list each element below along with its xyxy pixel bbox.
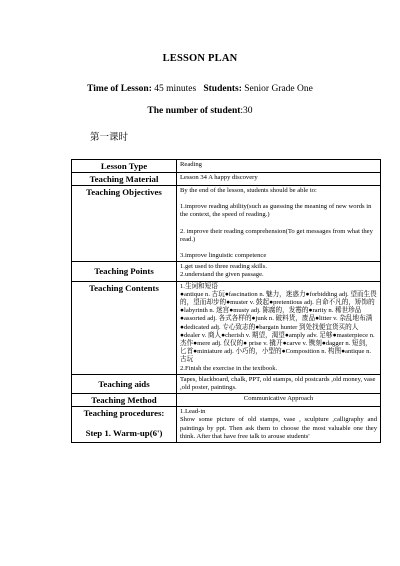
- teaching-aids-value: Tapes, blackboard, chalk, PPT, old stamps, old postcards ,old money, vase ,old poster, paintings.: [177, 374, 381, 393]
- student-count-line: [0, 106, 400, 116]
- objective-1: 1.improve reading ability(such as guessing the meaning of new words in the context, the speed of reading.): [180, 203, 372, 219]
- contents-heading: 1.生词和短语: [180, 282, 218, 290]
- lesson-number: 第一课时: [90, 132, 129, 143]
- procedures-leadin: 1.Lead-in: [180, 408, 206, 416]
- teaching-aids-label: Teaching aids: [72, 374, 177, 393]
- row-teaching-objectives: [72, 186, 381, 262]
- teaching-material-label: Teaching Material: [72, 173, 177, 186]
- procedures-text: Show some picture of old stamps, vase , sculpture ,calligraphy and paintings by ppt. Then ask them to choose the most valuable one they think. After that have free talk to arouse students': [180, 416, 377, 440]
- teaching-objectives-label: Teaching Objectives: [72, 186, 177, 262]
- students-label: Students:: [203, 84, 242, 94]
- lesson-type-value: Reading: [177, 160, 381, 173]
- time-value: 45 minutes: [154, 84, 197, 94]
- procedures-step-1: Step 1. Warm-up(6'): [85, 428, 163, 439]
- students-value: Senior Grade One: [244, 84, 313, 94]
- row-teaching-contents: [72, 281, 381, 374]
- vocabulary-list: ●antique n. 古玩●fascination n. 魅力，迷惑力●forbidding adj. 望而生畏的，望而却步的●muster v. 鼓起●pretentious adj. 自命不凡的，矫饰的●labyrinth n. 迷宫●musty adj. 陈腐的，发霉的●rarity n. 稀世珍品●assorted adj. 各式各样的●junk n. 破料货，废品●litter v. 杂乱地布满●dedicated adj. 专心致志的●bargain hunter 到处找便宜货买的人●dealer v. 商人●cherish v. 期望，渴望●amply adv. 足够●masterpiece n. 杰作●mere adj. 仅仅的● prise v. 撬开●carve v. 镌刻●dagger n. 短剑，匕首●miniature adj. 小巧的，小型的●Composition n. 构图●antique n. 古玩: [180, 290, 377, 364]
- procedures-heading: Teaching procedures:: [83, 408, 165, 419]
- teaching-point-1: 1.get used to three reading skills.: [180, 263, 267, 271]
- teaching-method-value: Communicative Approach: [177, 394, 381, 407]
- objectives-intro: By the end of the lesson, students should be able to:: [180, 187, 317, 194]
- teaching-points-value: [177, 262, 381, 281]
- row-teaching-method: [72, 394, 381, 407]
- teaching-procedures-label: [72, 407, 177, 443]
- teaching-contents-label: Teaching Contents: [72, 281, 177, 374]
- teaching-point-2: 2.understand the given passage.: [180, 271, 264, 279]
- teaching-contents-value: [177, 281, 381, 374]
- row-teaching-points: [72, 262, 381, 281]
- row-teaching-procedures: [72, 407, 381, 443]
- row-lesson-type: [72, 160, 381, 173]
- number-label: The number of student: [147, 106, 241, 116]
- teaching-objectives-value: [177, 186, 381, 262]
- row-teaching-material: [72, 173, 381, 186]
- number-value: :30: [240, 106, 253, 116]
- teaching-material-value: Lesson 34 A happy discovery: [177, 173, 381, 186]
- time-label: Time of Lesson:: [87, 84, 152, 94]
- row-teaching-aids: [72, 374, 381, 393]
- lesson-type-label: Lesson Type: [72, 160, 177, 173]
- objective-2: 2. improve their reading comprehension(To get messages from what they read.): [180, 227, 373, 243]
- lesson-meta-line: [0, 84, 400, 94]
- page-title: LESSON PLAN: [162, 53, 238, 64]
- teaching-method-label: Teaching Method: [72, 394, 177, 407]
- contents-finish: 2.Finish the exercise in the textbook.: [180, 364, 278, 372]
- teaching-points-label: Teaching Points: [72, 262, 177, 281]
- lesson-plan-table: [71, 159, 381, 443]
- objective-3: 3.improve linguistic competence: [180, 252, 267, 260]
- teaching-procedures-value: [177, 407, 381, 443]
